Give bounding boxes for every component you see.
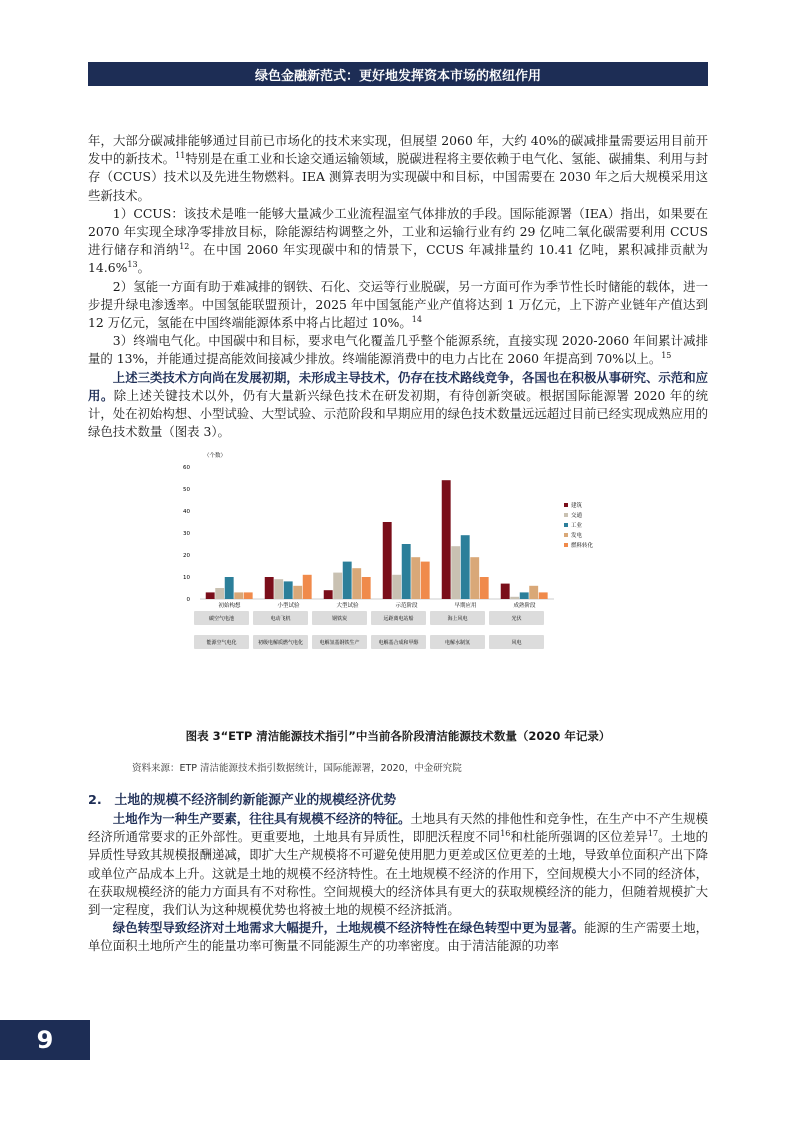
x-tick-label: 早期应用 bbox=[454, 603, 477, 610]
page-header bbox=[88, 62, 708, 86]
x-tick-label: 示范阶段 bbox=[395, 603, 418, 610]
bar bbox=[451, 547, 460, 600]
x-tick-label: 成熟阶段 bbox=[513, 603, 536, 610]
section-title: 2. 土地的规模不经济制约新能源产业的规模经济优势 bbox=[88, 792, 397, 808]
x-tick-label: 大型试验 bbox=[336, 603, 359, 610]
bar bbox=[293, 586, 302, 599]
header-title: 绿色金融新范式：更好地发挥资本市场的枢纽作用 bbox=[254, 68, 541, 84]
paragraph-tech-stage: 上述三类技术方向尚在发展初期，未形成主导技术，仍存在技术路线竞争，各国也在积极从事研究、示范和应用。除上述关键技术以外，仍有大量新兴绿色技术在研发初期，有待创新突破。根据国际能源署 2020 年的统计，处在初始构想、小型试验、大型试验、示范阶段和早期应用的绿色技术数量远远超过目前已经实现成熟应用的绿色技术数量（图表 3）。 bbox=[88, 369, 708, 440]
x-tick-label: 初始构想 bbox=[218, 603, 241, 610]
y-tick-label: 60 bbox=[183, 465, 190, 472]
bar bbox=[234, 593, 243, 600]
figure-source: 资料来源：ETP 清洁能源技术指引数据统计，国际能源署，2020，中金研究院 bbox=[132, 762, 462, 774]
legend-swatch bbox=[564, 543, 568, 547]
paragraph-land: 土地作为一种生产要素，往往具有规模不经济的特征。土地具有天然的排他性和竞争性，在生产中不产生规模经济所通常要求的正外部性。更重要地，土地具有异质性，即肥沃程度不同$^{16}$和杜能所强调的区位差异$^{17}$。土地的异质性导致其规模报酬递减，即扩大生产规模将不可避免使用肥力更差或区位更差的土地，导致单位面积产出下降或单位产品成本上升。这就是土地的规模不经济特性。在土地规模不经济的作用下，空间规模大小不同的经济体，在获取规模经济的能力方面具有不对称性。空间规模大的经济体具有更大的获取规模经济的能力，但随着规模扩大到一定程度，我们认为这种规模优势也将被土地的规模不经济抵消。 bbox=[88, 811, 709, 918]
bar bbox=[215, 588, 224, 599]
example-label: 碳空气电池 bbox=[208, 616, 235, 623]
example-label: 初级电解质燃气电化 bbox=[257, 640, 304, 647]
footnote-ref: 13 bbox=[127, 260, 138, 270]
y-unit-label: （个数） bbox=[204, 453, 227, 460]
legend-label: 发电 bbox=[571, 533, 583, 540]
bar bbox=[501, 584, 510, 599]
y-tick-label: 50 bbox=[183, 487, 190, 494]
example-label: 光伏 bbox=[511, 616, 522, 623]
bar bbox=[442, 481, 451, 600]
bar bbox=[362, 577, 371, 599]
footnote-ref: 15 bbox=[661, 351, 672, 361]
legend-label: 工业 bbox=[571, 523, 583, 530]
bar bbox=[383, 522, 392, 599]
example-label: 电解水制氢 bbox=[444, 640, 471, 647]
y-tick-label: 0 bbox=[186, 597, 190, 604]
figure-caption: 图表 3“ETP 清洁能源技术指引”中当前各阶段清洁能源技术数量（2020 年记录） bbox=[185, 729, 611, 744]
y-tick-label: 40 bbox=[183, 509, 190, 516]
example-label: 钢铁炭 bbox=[331, 616, 348, 623]
x-tick-label: 小型试验 bbox=[277, 603, 300, 610]
example-label: 电解氢基钢铁生产 bbox=[319, 640, 360, 647]
y-tick-label: 20 bbox=[183, 553, 190, 560]
bar bbox=[303, 575, 312, 599]
bar bbox=[539, 593, 548, 600]
footnote-ref: 12 bbox=[179, 242, 190, 252]
footnote-ref: 11 bbox=[175, 151, 186, 161]
page-content bbox=[88, 132, 708, 956]
example-label: 风电 bbox=[511, 640, 522, 647]
bar bbox=[411, 558, 420, 600]
legend-swatch bbox=[564, 503, 568, 507]
legend-label: 燃料转化 bbox=[571, 543, 594, 550]
bar bbox=[510, 597, 519, 599]
bar bbox=[352, 569, 361, 600]
legend-swatch bbox=[564, 533, 568, 537]
bar bbox=[529, 586, 538, 599]
footnote-ref: 16 bbox=[500, 829, 511, 839]
footnote-ref: 17 bbox=[647, 829, 659, 839]
bar bbox=[392, 575, 401, 599]
bar bbox=[265, 577, 274, 599]
legend-swatch bbox=[564, 513, 568, 517]
page-number: 9 bbox=[0, 1020, 90, 1060]
legend-swatch bbox=[564, 523, 568, 527]
bar-chart bbox=[168, 449, 628, 717]
bar bbox=[421, 562, 430, 599]
bar bbox=[470, 558, 479, 600]
y-tick-label: 10 bbox=[183, 575, 190, 582]
bar bbox=[206, 593, 215, 600]
bar bbox=[284, 582, 293, 600]
paragraph-ccus: 1）CCUS：该技术是唯一能够大量减少工业流程温室气体排放的手段。国际能源署（IEA）指出，如果要在 2070 年实现全球净零排放目标，除能源结构调整之外，工业和运输行业有约 29 亿吨二氧化碳需要利用 CCUS 进行储存和消纳$^{12}$。在中国 2060 年实现碳中和的情景下，CCUS 年减排量约 10.41 亿吨，累积减排贡献为 14.6%$^{13}$。 bbox=[88, 205, 709, 276]
bar bbox=[324, 591, 333, 600]
bar bbox=[274, 580, 283, 600]
bar bbox=[333, 573, 342, 599]
example-label: 电解基合成和甲醇 bbox=[378, 640, 419, 647]
bar bbox=[402, 544, 411, 599]
example-label: 电动飞机 bbox=[270, 616, 291, 623]
bar bbox=[520, 593, 529, 600]
bar bbox=[343, 562, 352, 599]
legend-label: 建筑 bbox=[571, 503, 583, 510]
legend-label: 交通 bbox=[571, 513, 583, 520]
paragraph-1: 年，大部分碳减排能够通过目前已市场化的技术来实现，但展望 2060 年，大约 40%的碳减排量需要运用目前开发中的新技术。$^{11}$特别是在重工业和长途交通运输领域，脱碳进程将主要依赖于电气化、氢能、碳捕集、利用与封存（CCUS）技术以及先进生物燃料。IEA 测算表明为实现碳中和目标，中国需要在 2030 年之后大规模采用这些新技术。 bbox=[88, 133, 709, 203]
example-label: 能源空气电化 bbox=[206, 640, 237, 647]
bar bbox=[461, 536, 470, 600]
example-label: 海上风电 bbox=[447, 616, 468, 623]
example-label: 远距离电站船 bbox=[383, 616, 414, 623]
footnote-ref: 14 bbox=[411, 314, 422, 324]
bar bbox=[225, 577, 234, 599]
bar bbox=[244, 593, 253, 600]
bar bbox=[480, 577, 489, 599]
paragraph-hydrogen: 2）氢能一方面有助于难减排的钢铁、石化、交运等行业脱碳，另一方面可作为季节性长时储能的载体，进一步提升绿电渗透率。中国氢能联盟预计，2025 年中国氢能产业产值将达到 1 万亿元，上下游产业链年产值达到 12 万亿元，氢能在中国终端能源体系中将占比超过 10%。$^{14}$ bbox=[88, 278, 708, 331]
figure-chart bbox=[88, 449, 708, 717]
paragraph-electrification: 3）终端电气化。中国碳中和目标，要求电气化覆盖几乎整个能源系统，直接实现 2020-2060 年间累计减排量的 13%，并能通过提高能效间接减少排放。终端能源消费中的电力占比在 2060 年提高到 70%以上。$^{15}$ bbox=[88, 333, 708, 367]
y-tick-label: 30 bbox=[183, 531, 190, 538]
paragraph-green-land: 绿色转型导致经济对土地需求大幅提升，土地规模不经济特性在绿色转型中更为显著。能源的生产需要土地，单位面积土地所产生的能量功率可衡量不同能源生产的功率密度。由于清洁能源的功率 bbox=[88, 920, 709, 954]
